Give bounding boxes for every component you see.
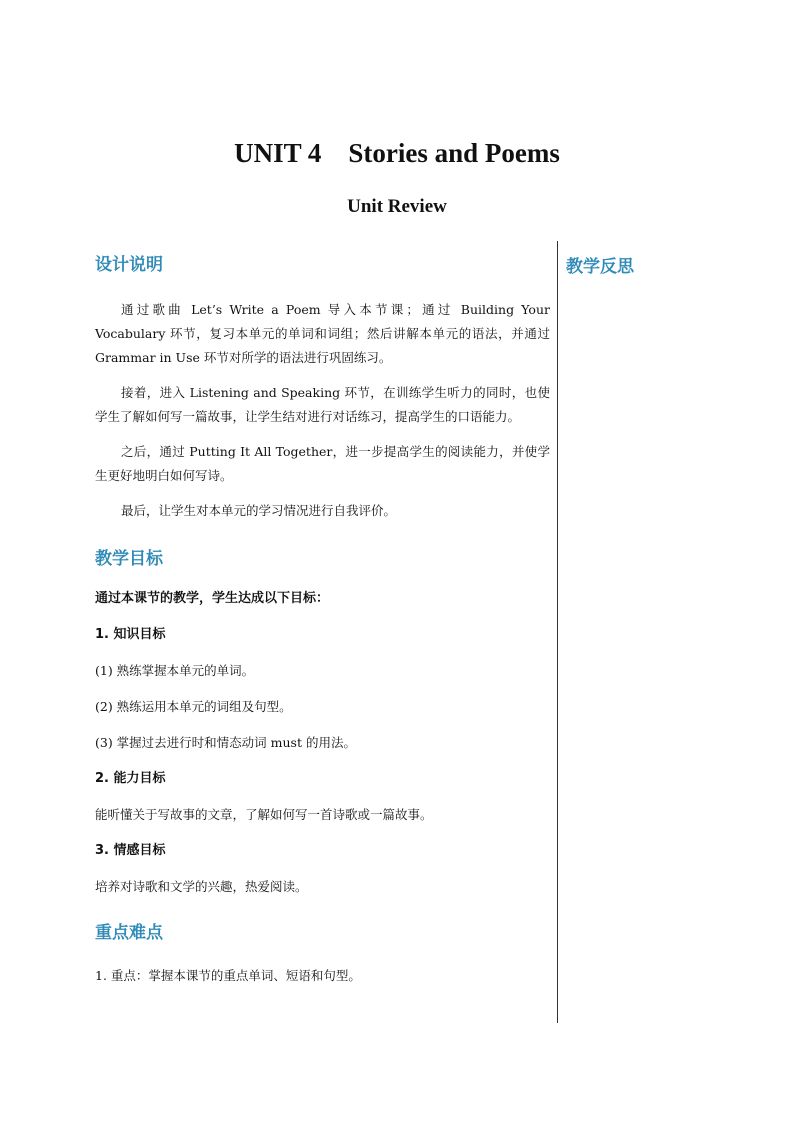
page-subtitle: Unit Review xyxy=(347,196,447,217)
ability-text: 能听懂关于写故事的文章，了解如何写一首诗歌或一篇故事。 xyxy=(95,807,433,822)
objectives-intro: 通过本课节的教学，学生达成以下目标： xyxy=(95,591,330,606)
design-paragraph-1: 通过歌曲 Let’s Write a Poem 导入本节课；通过 Building Your Vocabulary 环节，复习本单元的单词和词组；然后讲解本单元的语法，并通过 Grammar in Use 环节对所学的语法进行巩固练习。 xyxy=(95,302,550,365)
emotion-text: 培养对诗歌和文学的兴趣，热爱阅读。 xyxy=(95,879,308,894)
knowledge-item-1: (1) 熟练掌握本单元的单词。 xyxy=(95,663,255,678)
ability-title: 2. 能力目标 xyxy=(95,771,166,786)
design-paragraph-2: 接着，进入 Listening and Speaking 环节，在训练学生听力的同时，也使学生了解如何写一篇故事，让学生结对进行对话练习，提高学生的口语能力。 xyxy=(95,385,550,424)
emotion-title: 3. 情感目标 xyxy=(95,843,166,858)
knowledge-item-3: (3) 掌握过去进行时和情态动词 must 的用法。 xyxy=(95,735,356,750)
design-paragraph-3: 之后，通过 Putting It All Together，进一步提高学生的阅读能力，并使学生更好地明白如何写诗。 xyxy=(95,444,550,483)
key-point-item-1: 1. 重点：掌握本课节的重点单词、短语和句型。 xyxy=(95,968,361,983)
main-column xyxy=(95,250,550,985)
column-divider xyxy=(557,241,558,1023)
knowledge-title: 1. 知识目标 xyxy=(95,627,166,642)
page-title: UNIT 4 Stories and Poems xyxy=(234,138,560,168)
objectives-heading: 教学目标 xyxy=(95,549,163,569)
key-points-heading: 重点难点 xyxy=(95,923,163,943)
design-heading: 设计说明 xyxy=(95,255,163,275)
design-paragraph-4: 最后，让学生对本单元的学习情况进行自我评价。 xyxy=(121,503,397,518)
knowledge-item-2: (2) 熟练运用本单元的词组及句型。 xyxy=(95,699,292,714)
reflection-heading: 教学反思 xyxy=(566,257,634,277)
